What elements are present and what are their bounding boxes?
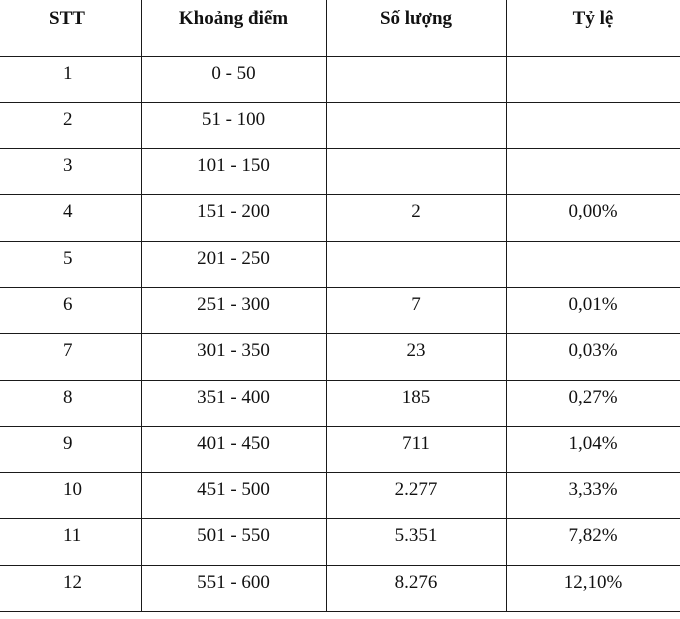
cell-range: 351 - 400 — [141, 380, 326, 426]
cell-stt: 7 — [0, 334, 141, 380]
cell-rate — [506, 102, 680, 148]
table-body — [0, 56, 680, 612]
cell-range: 451 - 500 — [141, 473, 326, 519]
table-row — [0, 426, 680, 472]
header-rate: Tỷ lệ — [506, 0, 680, 56]
cell-rate: 0,01% — [506, 287, 680, 333]
cell-count: 2.277 — [326, 473, 506, 519]
header-range: Khoảng điểm — [141, 0, 326, 56]
table-row — [0, 149, 680, 195]
cell-count — [326, 102, 506, 148]
cell-range: 551 - 600 — [141, 565, 326, 611]
cell-rate — [506, 56, 680, 102]
table-row — [0, 380, 680, 426]
cell-stt: 5 — [0, 241, 141, 287]
table-row — [0, 287, 680, 333]
cell-stt: 8 — [0, 380, 141, 426]
cell-count: 711 — [326, 426, 506, 472]
table-row — [0, 241, 680, 287]
cell-rate: 0,03% — [506, 334, 680, 380]
cell-stt: 1 — [0, 56, 141, 102]
cell-count: 23 — [326, 334, 506, 380]
cell-rate: 3,33% — [506, 473, 680, 519]
cell-rate: 1,04% — [506, 426, 680, 472]
cell-count: 8.276 — [326, 565, 506, 611]
cell-count: 5.351 — [326, 519, 506, 565]
cell-stt: 9 — [0, 426, 141, 472]
cell-range: 301 - 350 — [141, 334, 326, 380]
cell-range: 151 - 200 — [141, 195, 326, 241]
table-row — [0, 195, 680, 241]
cell-count — [326, 149, 506, 195]
cell-range: 201 - 250 — [141, 241, 326, 287]
cell-stt: 11 — [0, 519, 141, 565]
header-count: Số lượng — [326, 0, 506, 56]
table-row — [0, 565, 680, 611]
table-row — [0, 56, 680, 102]
cell-count: 2 — [326, 195, 506, 241]
cell-count — [326, 56, 506, 102]
cell-range: 0 - 50 — [141, 56, 326, 102]
cell-count: 185 — [326, 380, 506, 426]
cell-rate — [506, 241, 680, 287]
table-row — [0, 519, 680, 565]
cell-range: 401 - 450 — [141, 426, 326, 472]
table-header — [0, 0, 680, 56]
cell-rate: 7,82% — [506, 519, 680, 565]
cell-range: 501 - 550 — [141, 519, 326, 565]
cell-stt: 12 — [0, 565, 141, 611]
cell-stt: 10 — [0, 473, 141, 519]
header-row — [0, 0, 680, 56]
header-stt: STT — [0, 0, 141, 56]
cell-stt: 3 — [0, 149, 141, 195]
cell-stt: 2 — [0, 102, 141, 148]
cell-rate: 12,10% — [506, 565, 680, 611]
cell-count: 7 — [326, 287, 506, 333]
table-row — [0, 334, 680, 380]
cell-stt: 4 — [0, 195, 141, 241]
cell-count — [326, 241, 506, 287]
table-row — [0, 473, 680, 519]
cell-range: 101 - 150 — [141, 149, 326, 195]
table-row — [0, 102, 680, 148]
cell-rate — [506, 149, 680, 195]
cell-stt: 6 — [0, 287, 141, 333]
cell-range: 51 - 100 — [141, 102, 326, 148]
cell-rate: 0,27% — [506, 380, 680, 426]
cell-rate: 0,00% — [506, 195, 680, 241]
cell-range: 251 - 300 — [141, 287, 326, 333]
